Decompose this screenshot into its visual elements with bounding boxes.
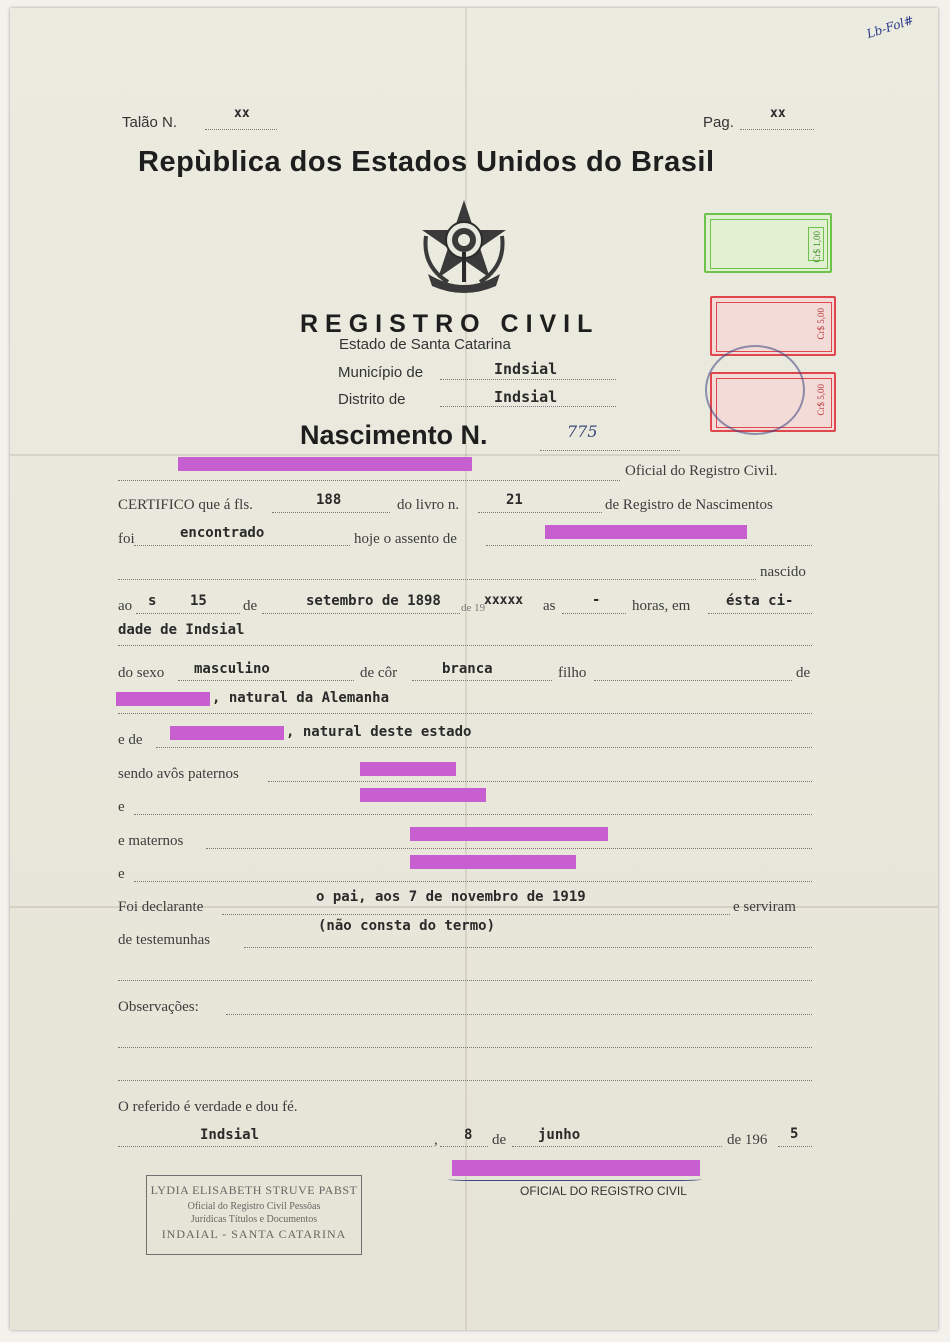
local-line-2	[118, 645, 812, 646]
oficial-label: Oficial do Registro Civil.	[625, 463, 778, 479]
rubber-stamp-line: LYDIA ELISABETH STRUVE PABST	[150, 1183, 358, 1197]
livro-line	[478, 512, 602, 513]
state-label: Estado de Santa Catarina	[339, 336, 511, 353]
pag-label: Pag.	[703, 114, 734, 131]
redacted-signature	[452, 1160, 700, 1176]
certifico-label: CERTIFICO que á fls.	[118, 497, 253, 513]
redacted-name	[170, 726, 284, 740]
distrito-value: Indsial	[494, 388, 558, 406]
referido-label: O referido é verdade e dou fé.	[118, 1099, 298, 1115]
fls-line	[272, 512, 390, 513]
nascimento-line	[540, 450, 680, 451]
horas-label: horas, em	[632, 598, 691, 614]
day-line	[440, 1146, 488, 1147]
municipio-line	[440, 379, 616, 380]
mae-line	[156, 747, 812, 748]
ede-label: e de	[118, 732, 143, 748]
dia-line	[136, 613, 240, 614]
declarante-line	[222, 914, 730, 915]
talao-value: xx	[234, 106, 250, 121]
notary-rubber-stamp	[146, 1175, 362, 1255]
serviram-label: e serviram	[733, 899, 796, 915]
livro-value: 21	[506, 492, 523, 508]
redacted-name	[545, 525, 747, 539]
talao-label: Talão N.	[122, 114, 178, 131]
nascimento-label: Nascimento N.	[300, 420, 488, 450]
filho-line	[594, 680, 792, 681]
tax-stamp-red	[710, 296, 836, 356]
maternos-line	[206, 848, 812, 849]
dia-value: 15	[190, 593, 207, 609]
foi-label: foi	[118, 531, 135, 547]
ao-value: s	[148, 593, 157, 609]
testemunhas-line	[244, 947, 812, 948]
rubber-stamp-line: Jurídicas Títulos e Documentos	[190, 1214, 318, 1225]
sexo-label: do sexo	[118, 665, 165, 681]
date-value: setembro de 1898	[306, 593, 441, 609]
maternos-line-2	[134, 881, 812, 882]
stamp-value: Cr$ 1,00	[812, 231, 822, 263]
registro-nascimentos-label: de Registro de Nascimentos	[605, 497, 773, 513]
pai-value: , natural da Alemanha	[212, 690, 390, 706]
cor-line	[412, 680, 552, 681]
filho-label: filho	[558, 665, 587, 681]
de-label: de	[243, 598, 258, 614]
testemunhas-value: (não consta do termo)	[318, 918, 496, 934]
foi-line	[134, 545, 350, 546]
e-label-2: e	[118, 866, 125, 882]
as-label: as	[543, 598, 556, 614]
redacted-name	[116, 692, 210, 706]
maternos-label: e maternos	[118, 833, 184, 849]
observacoes-line-3	[118, 1080, 812, 1081]
fold-line	[10, 454, 938, 456]
year-label: de 196	[727, 1132, 768, 1148]
sexo-line	[178, 680, 354, 681]
xxxxx-value: xxxxx	[484, 593, 524, 608]
year-digit: 5	[790, 1126, 799, 1142]
corner-note: Lb-Fol#	[865, 12, 916, 42]
avos-paternos-line	[268, 781, 812, 782]
blank-line	[118, 579, 756, 580]
pag-value: xx	[770, 106, 786, 121]
local-value-1: ésta ci-	[726, 593, 794, 609]
cor-value: branca	[442, 661, 493, 677]
document-title: Repùblica dos Estados Unidos do Brasil	[138, 146, 715, 178]
ao-label: ao	[118, 598, 133, 614]
hoje-label: hoje o assento de	[354, 531, 457, 547]
de-label-3: de	[492, 1132, 507, 1148]
local-line	[708, 613, 812, 614]
comma: ,	[434, 1132, 438, 1148]
rubber-stamp-line: Oficial do Registro Civil Pessôas	[187, 1201, 321, 1212]
rubber-stamp-line: INDAIAL - SANTA CATARINA	[161, 1227, 347, 1241]
city-value: Indsial	[200, 1127, 260, 1143]
redacted-name	[410, 827, 608, 841]
observacoes-label: Observações:	[118, 999, 199, 1015]
stamp-value: Cr$ 5,00	[816, 384, 826, 416]
observacoes-line-2	[118, 1047, 812, 1048]
city-line	[118, 1146, 432, 1147]
foi-value: encontrado	[180, 525, 265, 541]
municipio-label: Município de	[338, 364, 424, 381]
redacted-name	[360, 788, 486, 802]
avos-paternos-label: sendo avôs paternos	[118, 766, 239, 782]
testemunhas-label: de testemunhas	[118, 932, 211, 948]
distrito-label: Distrito de	[338, 391, 406, 408]
pai-line	[118, 713, 812, 714]
nascimento-value: 775	[567, 422, 598, 441]
mes-line	[262, 613, 460, 614]
day-value: 8	[464, 1127, 473, 1143]
de-label-2: de	[796, 665, 811, 681]
assento-line	[486, 545, 812, 546]
de19-label: de 19	[461, 602, 486, 614]
horas-value: -	[592, 592, 601, 608]
registro-civil-heading: REGISTRO CIVIL	[300, 310, 600, 338]
avos-paternos-line-2	[134, 814, 812, 815]
distrito-line	[440, 406, 616, 407]
sexo-value: masculino	[194, 661, 270, 677]
e-label: e	[118, 799, 125, 815]
month-line	[512, 1146, 722, 1147]
stamp-value: Cr$ 5,00	[816, 308, 826, 340]
redacted-name	[410, 855, 576, 869]
mae-value: , natural deste estado	[286, 724, 472, 740]
municipio-value: Indsial	[494, 360, 558, 378]
year-line	[778, 1146, 812, 1147]
oficial-line	[118, 480, 620, 481]
signature-label: OFICIAL DO REGISTRO CIVIL	[520, 1184, 687, 1198]
local-value-2: dade de Indsial	[118, 622, 245, 638]
cor-label: de côr	[360, 665, 398, 681]
pag-line	[740, 129, 814, 130]
nascido-label: nascido	[760, 564, 806, 580]
livro-label: do livro n.	[397, 497, 460, 513]
month-value: junho	[538, 1127, 581, 1143]
cancellation-stamp	[705, 345, 805, 435]
redacted-name	[360, 762, 456, 776]
talao-line	[205, 129, 277, 130]
declarante-value: o pai, aos 7 de novembro de 1919	[316, 889, 586, 905]
redacted-name	[178, 457, 472, 471]
declarante-label: Foi declarante	[118, 899, 204, 915]
coat-of-arms-icon	[418, 196, 510, 300]
tax-stamp-green	[704, 213, 832, 273]
blank-line	[118, 980, 812, 981]
fls-value: 188	[316, 492, 342, 508]
horas-line	[562, 613, 626, 614]
observacoes-line	[226, 1014, 812, 1015]
